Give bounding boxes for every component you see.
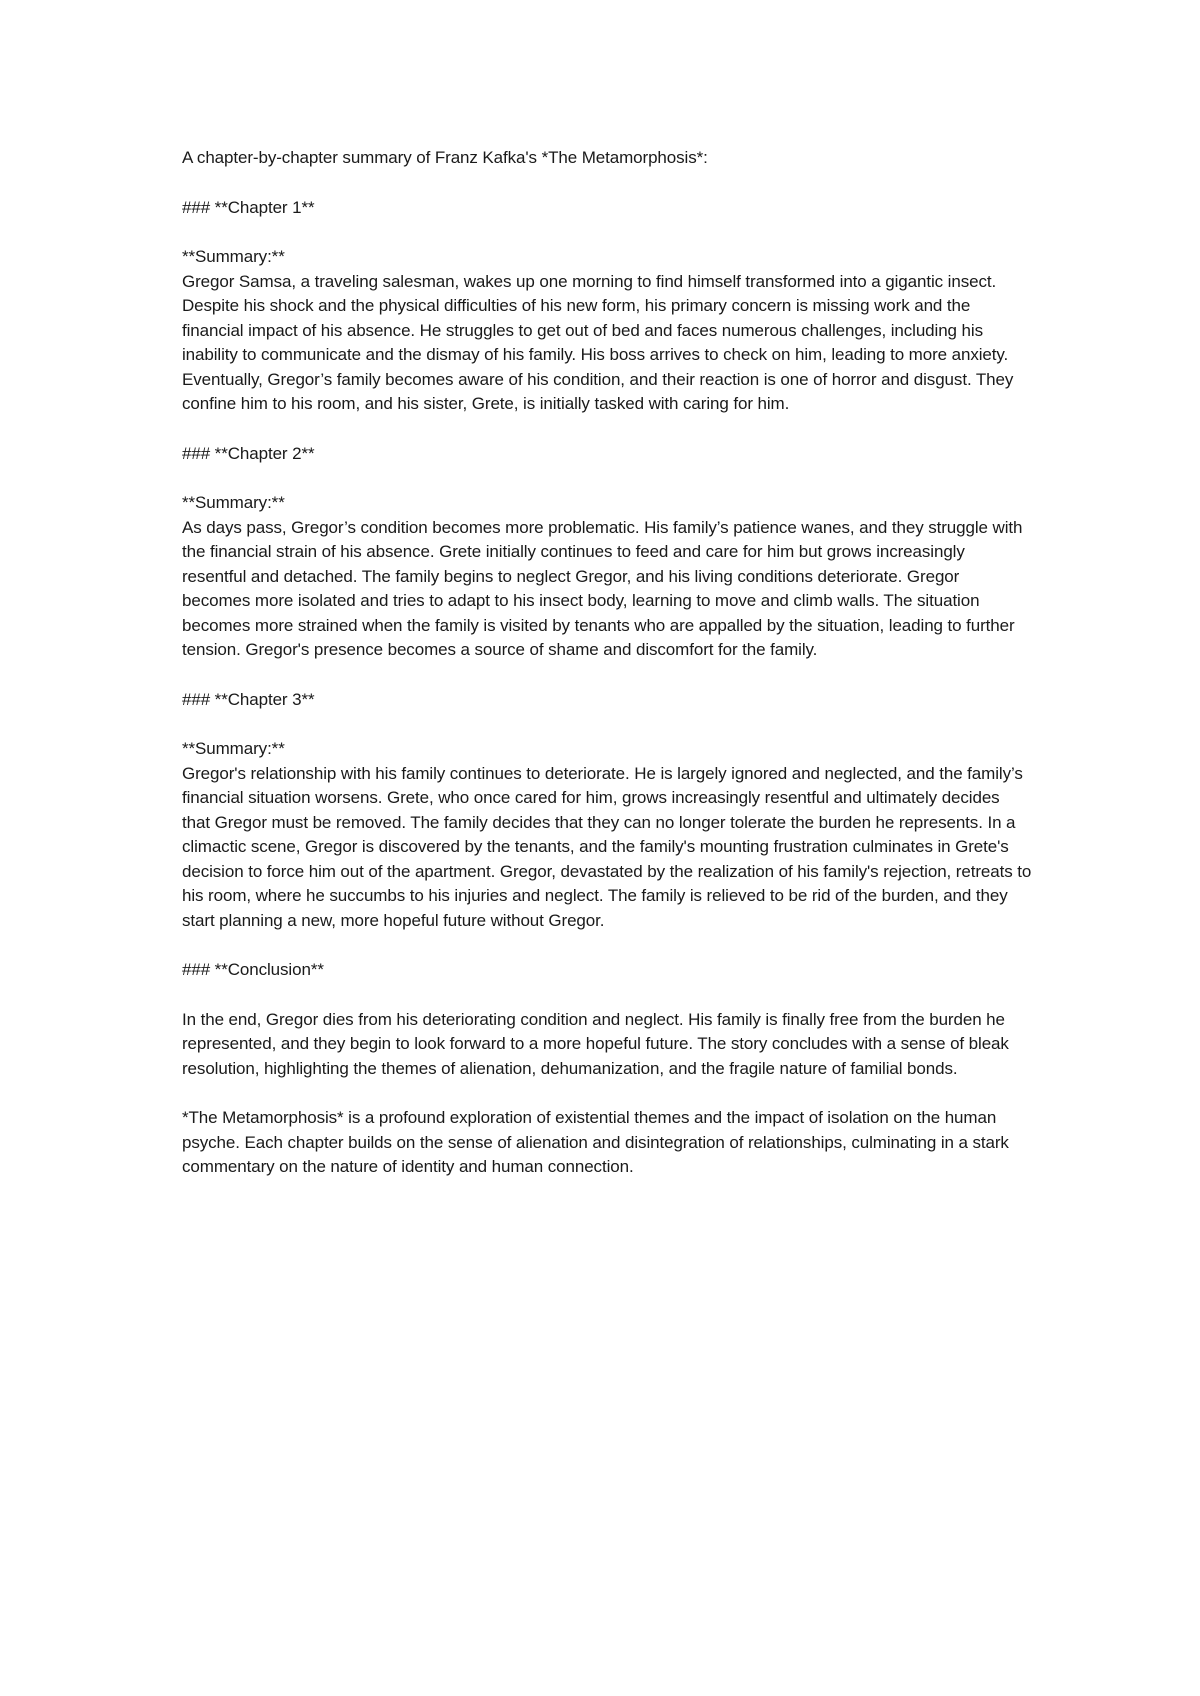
chapter-2-heading: ### **Chapter 2**	[182, 443, 315, 463]
chapter-3-heading: ### **Chapter 3**	[182, 689, 315, 709]
spacer	[182, 220, 1032, 245]
spacer	[182, 466, 1032, 491]
conclusion-heading: ### **Conclusion**	[182, 960, 324, 979]
document-body	[182, 146, 1036, 1180]
chapter-3-summary-label: **Summary:**	[182, 739, 285, 758]
closing-paragraph: *The Metamorphosis* is a profound exploration of existential themes and the impact of isolation on the human psyche. Each chapter builds on the sense of alienation and disintegration of relationships, culminating in a stark commentary on the nature of identity and human connection.	[182, 1108, 1014, 1176]
spacer	[182, 417, 1032, 442]
chapter-1-summary-label: **Summary:**	[182, 247, 285, 266]
intro-line: A chapter-by-chapter summary of Franz Kafka's *The Metamorphosis*:	[182, 148, 708, 167]
chapter-1-heading: ### **Chapter 1**	[182, 197, 315, 217]
spacer	[182, 712, 1032, 737]
chapter-3-summary-text: Gregor's relationship with his family continues to deteriorate. He is largely ignored and neglected, and the family’s financial situation worsens. Grete, who once cared for him, grows increasingly resentful and ultimately decides that Gregor must be removed. The family decides that they can no longer tolerate the burden he represents. In a climactic scene, Gregor is discovered by the tenants, and the family's mounting frustration culminates in Grete's decision to force him out of the apartment. Gregor, devastated by the realization of his family's rejection, retreats to his room, where he succumbs to his injuries and neglect. The family is relieved to be rid of the burden, and they start planning a new, more hopeful future without Gregor.	[182, 763, 1036, 930]
chapter-2-summary-label: **Summary:**	[182, 493, 285, 512]
conclusion-text: In the end, Gregor dies from his deteriorating condition and neglect. His family is finally free from the burden he represented, and they begin to look forward to a more hopeful future. The story concludes with a sense of bleak resolution, highlighting the themes of alienation, dehumanization, and the fragile nature of familial bonds.	[182, 1009, 1014, 1078]
spacer	[182, 933, 1032, 958]
spacer	[182, 1081, 1032, 1106]
spacer	[182, 171, 1032, 196]
chapter-2-summary-text: As days pass, Gregor’s condition becomes more problematic. His family’s patience wanes, and they struggle with the financial strain of his absence. Grete initially continues to feed and care for him but grows increasingly resentful and detached. The family begins to neglect Gregor, and his living conditions deteriorate. Gregor becomes more isolated and tries to adapt to his insect body, learning to move and climb walls. The situation becomes more strained when the family is visited by tenants who are appalled by the situation, leading to further tension. Gregor's presence becomes a source of shame and discomfort for the family.	[182, 517, 1027, 659]
spacer	[182, 663, 1032, 688]
chapter-1-summary-text: Gregor Samsa, a traveling salesman, wakes up one morning to find himself transformed into a gigantic insect. Despite his shock and the physical difficulties of his new form, his primary concern is missing work and the financial impact of his absence. He struggles to get out of bed and faces numerous challenges, including his inability to communicate and the dismay of his family. His boss arrives to check on him, leading to more anxiety. Eventually, Gregor’s family becomes aware of his condition, and their reaction is one of horror and disgust. They confine him to his room, and his sister, Grete, is initially tasked with caring for him.	[182, 271, 1018, 413]
spacer	[182, 983, 1032, 1008]
